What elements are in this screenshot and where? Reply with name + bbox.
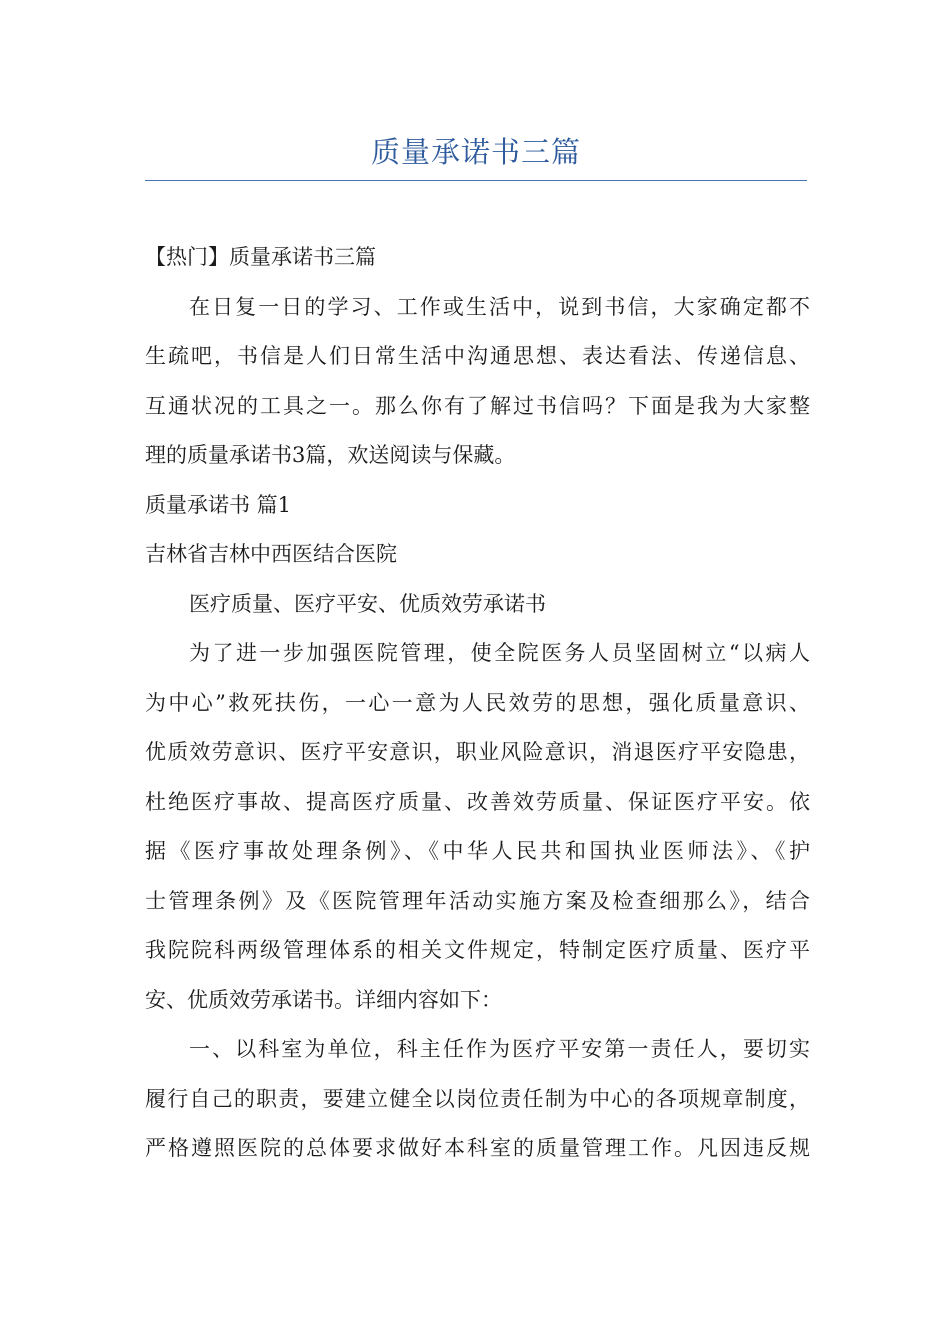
text-line: 一、以科室为单位，科主任作为医疗平安第一责任人，要切实 (189, 1037, 810, 1061)
text-line: 严格遵照医院的总体要求做好本科室的质量管理工作。凡因违反规 (145, 1136, 810, 1160)
document-body (145, 233, 810, 1174)
text-line: 在日复一日的学习、工作或生活中，说到书信，大家确定都不 (189, 294, 810, 319)
text-line: 理的质量承诺书3篇，欢送阅读与保藏。 (145, 443, 516, 467)
text-line: 【热门】质量承诺书三篇 (145, 245, 376, 269)
title-underline (145, 180, 807, 181)
text-line: 我院院科两级管理体系的相关文件规定，特制定医疗质量、医疗平 (145, 938, 810, 962)
text-line: 据《医疗事故处理条例》、《中华人民共和国执业医师法》、《护 (145, 839, 810, 863)
text-line: 生疏吧，书信是人们日常生活中沟通思想、表达看法、传递信息、 (145, 344, 810, 368)
text-line: 为中心”救死扶伤，一心一意为人民效劳的思想，强化质量意识、 (145, 690, 810, 715)
text-line: 互通状况的工具之一。那么你有了解过书信吗？下面是我为大家整 (145, 393, 810, 418)
section-heading: 质量承诺书 篇1 (145, 492, 292, 517)
text-line: 优质效劳意识、医疗平安意识，职业风险意识，消退医疗平安隐患， (145, 740, 810, 764)
text-line: 医疗质量、医疗平安、优质效劳承诺书 (189, 591, 546, 616)
text-line: 杜绝医疗事故、提高医疗质量、改善效劳质量、保证医疗平安。依 (145, 789, 810, 814)
text-line: 吉林省吉林中西医结合医院 (145, 542, 397, 566)
text-line: 士管理条例》及《医院管理年活动实施方案及检查细那么》，结合 (145, 888, 810, 913)
text-line: 为了进一步加强医院管理，使全院医务人员坚固树立“以病人 (189, 641, 810, 665)
text-line: 安、优质效劳承诺书。详细内容如下： (145, 987, 502, 1012)
text-line: 履行自己的职责，要建立健全以岗位责任制为中心的各项规章制度， (145, 1086, 810, 1111)
document-title: 质量承诺书三篇 (370, 135, 581, 169)
